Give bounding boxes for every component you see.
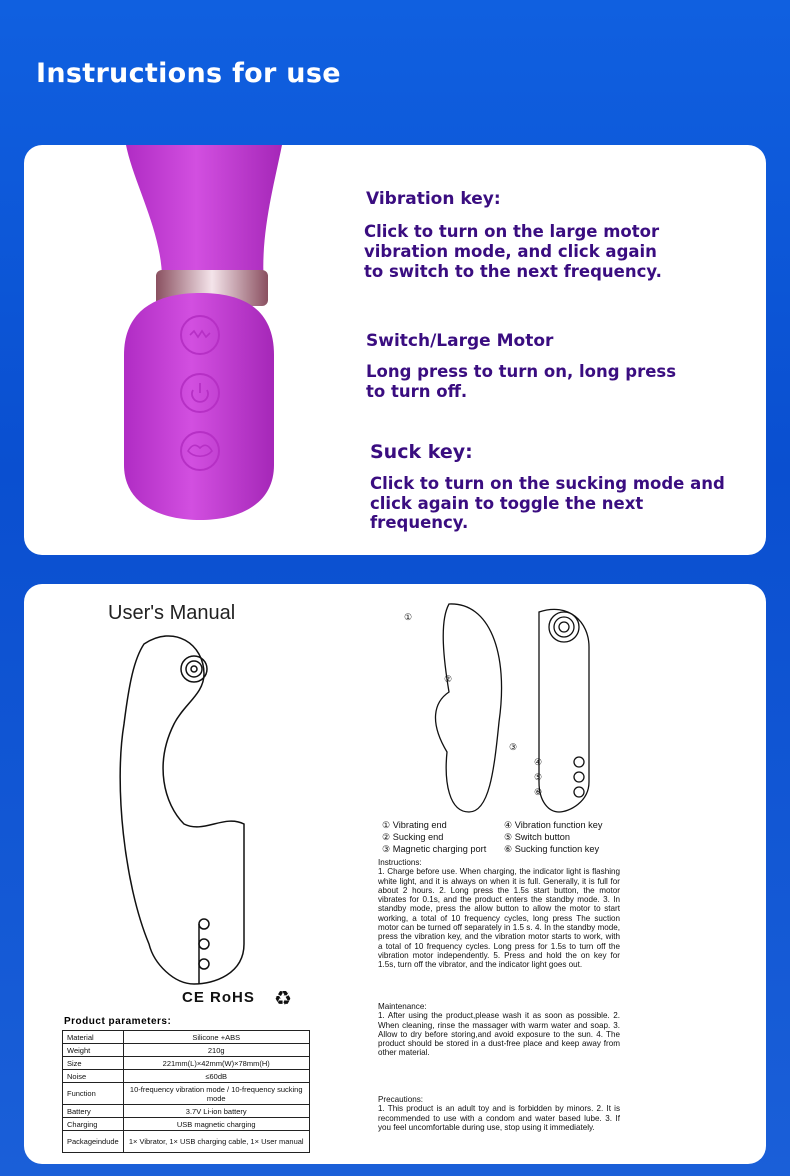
maintenance-section: Maintenance: 1. After using the product,please wash it as soon as possible. 2. When cleaning, rinse the massager with warm water and soap. 3. Allow to dry before storing,and avoid exposure to the sun. 4. The product should be stored in a dust-free place and keep away from other material. — [378, 1002, 620, 1058]
product-photo — [24, 145, 324, 555]
legend-item: ② Sucking end — [382, 832, 444, 842]
legend-item: ⑤ Switch button — [504, 832, 570, 842]
callout-1: ① — [404, 612, 413, 622]
product-line-drawing-right — [399, 592, 669, 822]
table-row: Size 221mm(L)×42mm(W)×78mm(H) — [63, 1057, 310, 1070]
callout-3: ③ — [509, 742, 518, 752]
switch-key-title: Switch/Large Motor — [366, 331, 554, 351]
callout-5: ⑤ — [534, 772, 543, 782]
table-row: Function 10-frequency vibration mode / 10-frequency sucking mode — [63, 1083, 310, 1105]
legend-item: ① Vibrating end — [382, 820, 447, 830]
manual-card — [24, 584, 766, 1164]
table-row: Packageindude 1× Vibrator, 1× USB charging cable, 1× User manual — [63, 1131, 310, 1153]
params-title: Product parameters: — [64, 1016, 172, 1027]
legend-item: ③ Magnetic charging port — [382, 844, 487, 854]
suck-key-title: Suck key: — [370, 441, 473, 463]
recycle-icon: ♻ — [274, 986, 292, 1010]
table-row: Charging USB magnetic charging — [63, 1118, 310, 1131]
legend-item: ④ Vibration function key — [504, 820, 603, 830]
vibration-key-title: Vibration key: — [366, 189, 501, 209]
callout-2: ② — [444, 674, 453, 684]
params-table — [62, 1030, 310, 1153]
table-row: Material Silicone +ABS — [63, 1031, 310, 1044]
product-line-drawing-left — [94, 624, 334, 1014]
manual-title: User's Manual — [108, 602, 236, 624]
table-row: Noise ≤60dB — [63, 1070, 310, 1083]
certification-marks: CE RoHS — [182, 989, 255, 1006]
table-row: Weight 210g — [63, 1044, 310, 1057]
instructions-section: Instructions: 1. Charge before use. When charging, the indicator light is flashing white light, and it is always on when it is full. Generally, it is full for about 2 hours. 2. Long press the 1.5s start button, the motor vibrates for 0.1s, and the product enters the standby mode. 3. In standby mode, press the allow button to allow the motor to start working, a total of 10 frequency cycles, long press The suction motor can be turned off separately in 1.5 s. 4. In the standby mode, press the vibration key, and the vibration motor starts to work, with a total of 10 frequency cycles. Long press for 1.5s to turn off the vibration motor independently. 5. Press and hold the on key for 1.5s, turn off the vibrator, and the indicator light goes out. — [378, 858, 620, 970]
precautions-section: Precautions: 1. This product is an adult toy and is forbidden by minors. 2. It is recommended to use with a condom and water based lube. 3. If you feel uncomfortable during use, stop using it immediately. — [378, 1095, 620, 1132]
switch-key-desc: Long press to turn on, long press to turn off. — [366, 362, 677, 401]
callout-4: ④ — [534, 757, 543, 767]
suck-key-desc: Click to turn on the sucking mode and click again to toggle the next frequency. — [370, 474, 725, 532]
legend-item: ⑥ Sucking function key — [504, 844, 600, 854]
vibration-key-desc: Click to turn on the large motor vibration mode, and click again to switch to the next frequency. — [364, 222, 662, 281]
callout-6: ⑥ — [534, 787, 543, 797]
instructions-card — [24, 145, 766, 555]
table-row: Battery 3.7V Li-ion battery — [63, 1105, 310, 1118]
page-title: Instructions for use — [36, 58, 341, 89]
